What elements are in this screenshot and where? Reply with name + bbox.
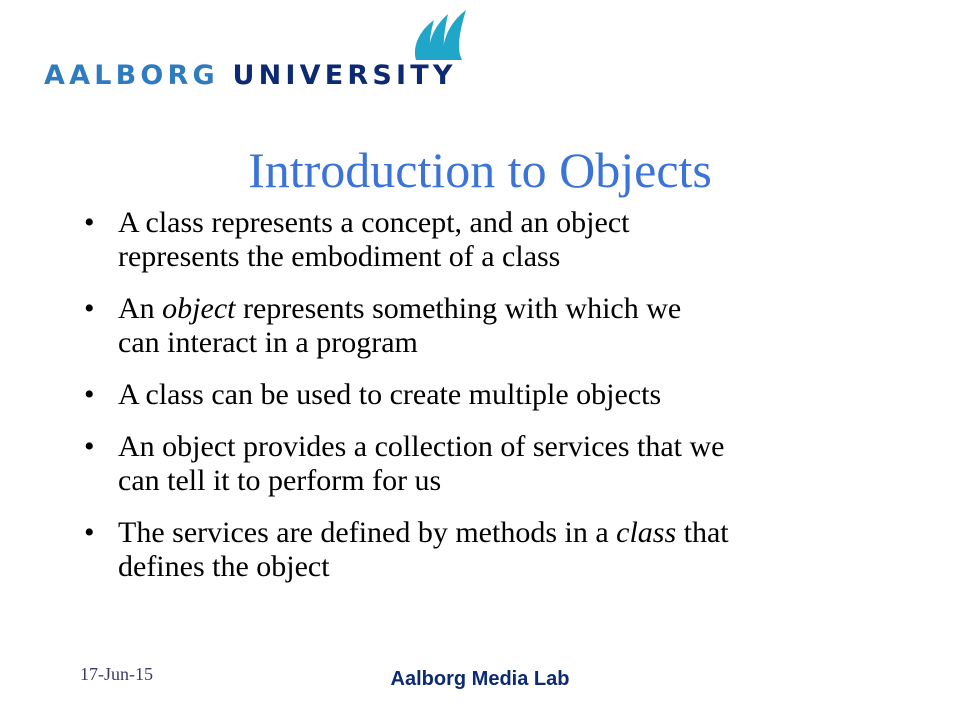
bullet-text: represents something with which we bbox=[235, 292, 682, 325]
bullet-dot: • bbox=[84, 378, 95, 411]
footer-lab-name: Aalborg Media Lab bbox=[390, 668, 570, 690]
bullet-item bbox=[84, 378, 904, 412]
bullet-text: that bbox=[676, 516, 729, 549]
bullet-item bbox=[84, 516, 904, 584]
logo-word-university: UNIVERSITY bbox=[232, 60, 457, 91]
bullet-line: defines the object bbox=[118, 550, 330, 583]
university-logo bbox=[36, 0, 466, 96]
slide-title: Introduction to Objects bbox=[248, 142, 712, 198]
bullet-item bbox=[84, 430, 904, 498]
bullet-line: can tell it to perform for us bbox=[118, 464, 442, 497]
bullet-item bbox=[84, 292, 904, 360]
logo-wordmark bbox=[44, 62, 457, 89]
bullet-line: A class represents a concept, and an object bbox=[118, 206, 630, 239]
bullet-dot: • bbox=[84, 430, 95, 463]
bullet-emphasis: object bbox=[162, 292, 236, 325]
bullet-dot: • bbox=[84, 292, 95, 325]
bullet-line: represents the embodiment of a class bbox=[118, 240, 561, 273]
bullet-dot: • bbox=[84, 206, 95, 239]
wave-logo-icon bbox=[410, 6, 474, 62]
bullet-list bbox=[84, 206, 904, 602]
bullet-line: can interact in a program bbox=[118, 326, 418, 359]
bullet-text: The services are defined by methods in a bbox=[118, 516, 617, 549]
bullet-item bbox=[84, 206, 904, 274]
footer-date: 17-Jun-15 bbox=[80, 664, 153, 684]
bullet-emphasis: class bbox=[616, 516, 677, 549]
bullet-line: A class can be used to create multiple objects bbox=[118, 378, 662, 411]
bullet-line: An object provides a collection of services that we bbox=[118, 430, 725, 463]
bullet-text: An bbox=[118, 292, 163, 325]
logo-word-aalborg: AALBORG bbox=[44, 60, 219, 91]
bullet-dot: • bbox=[84, 516, 95, 549]
